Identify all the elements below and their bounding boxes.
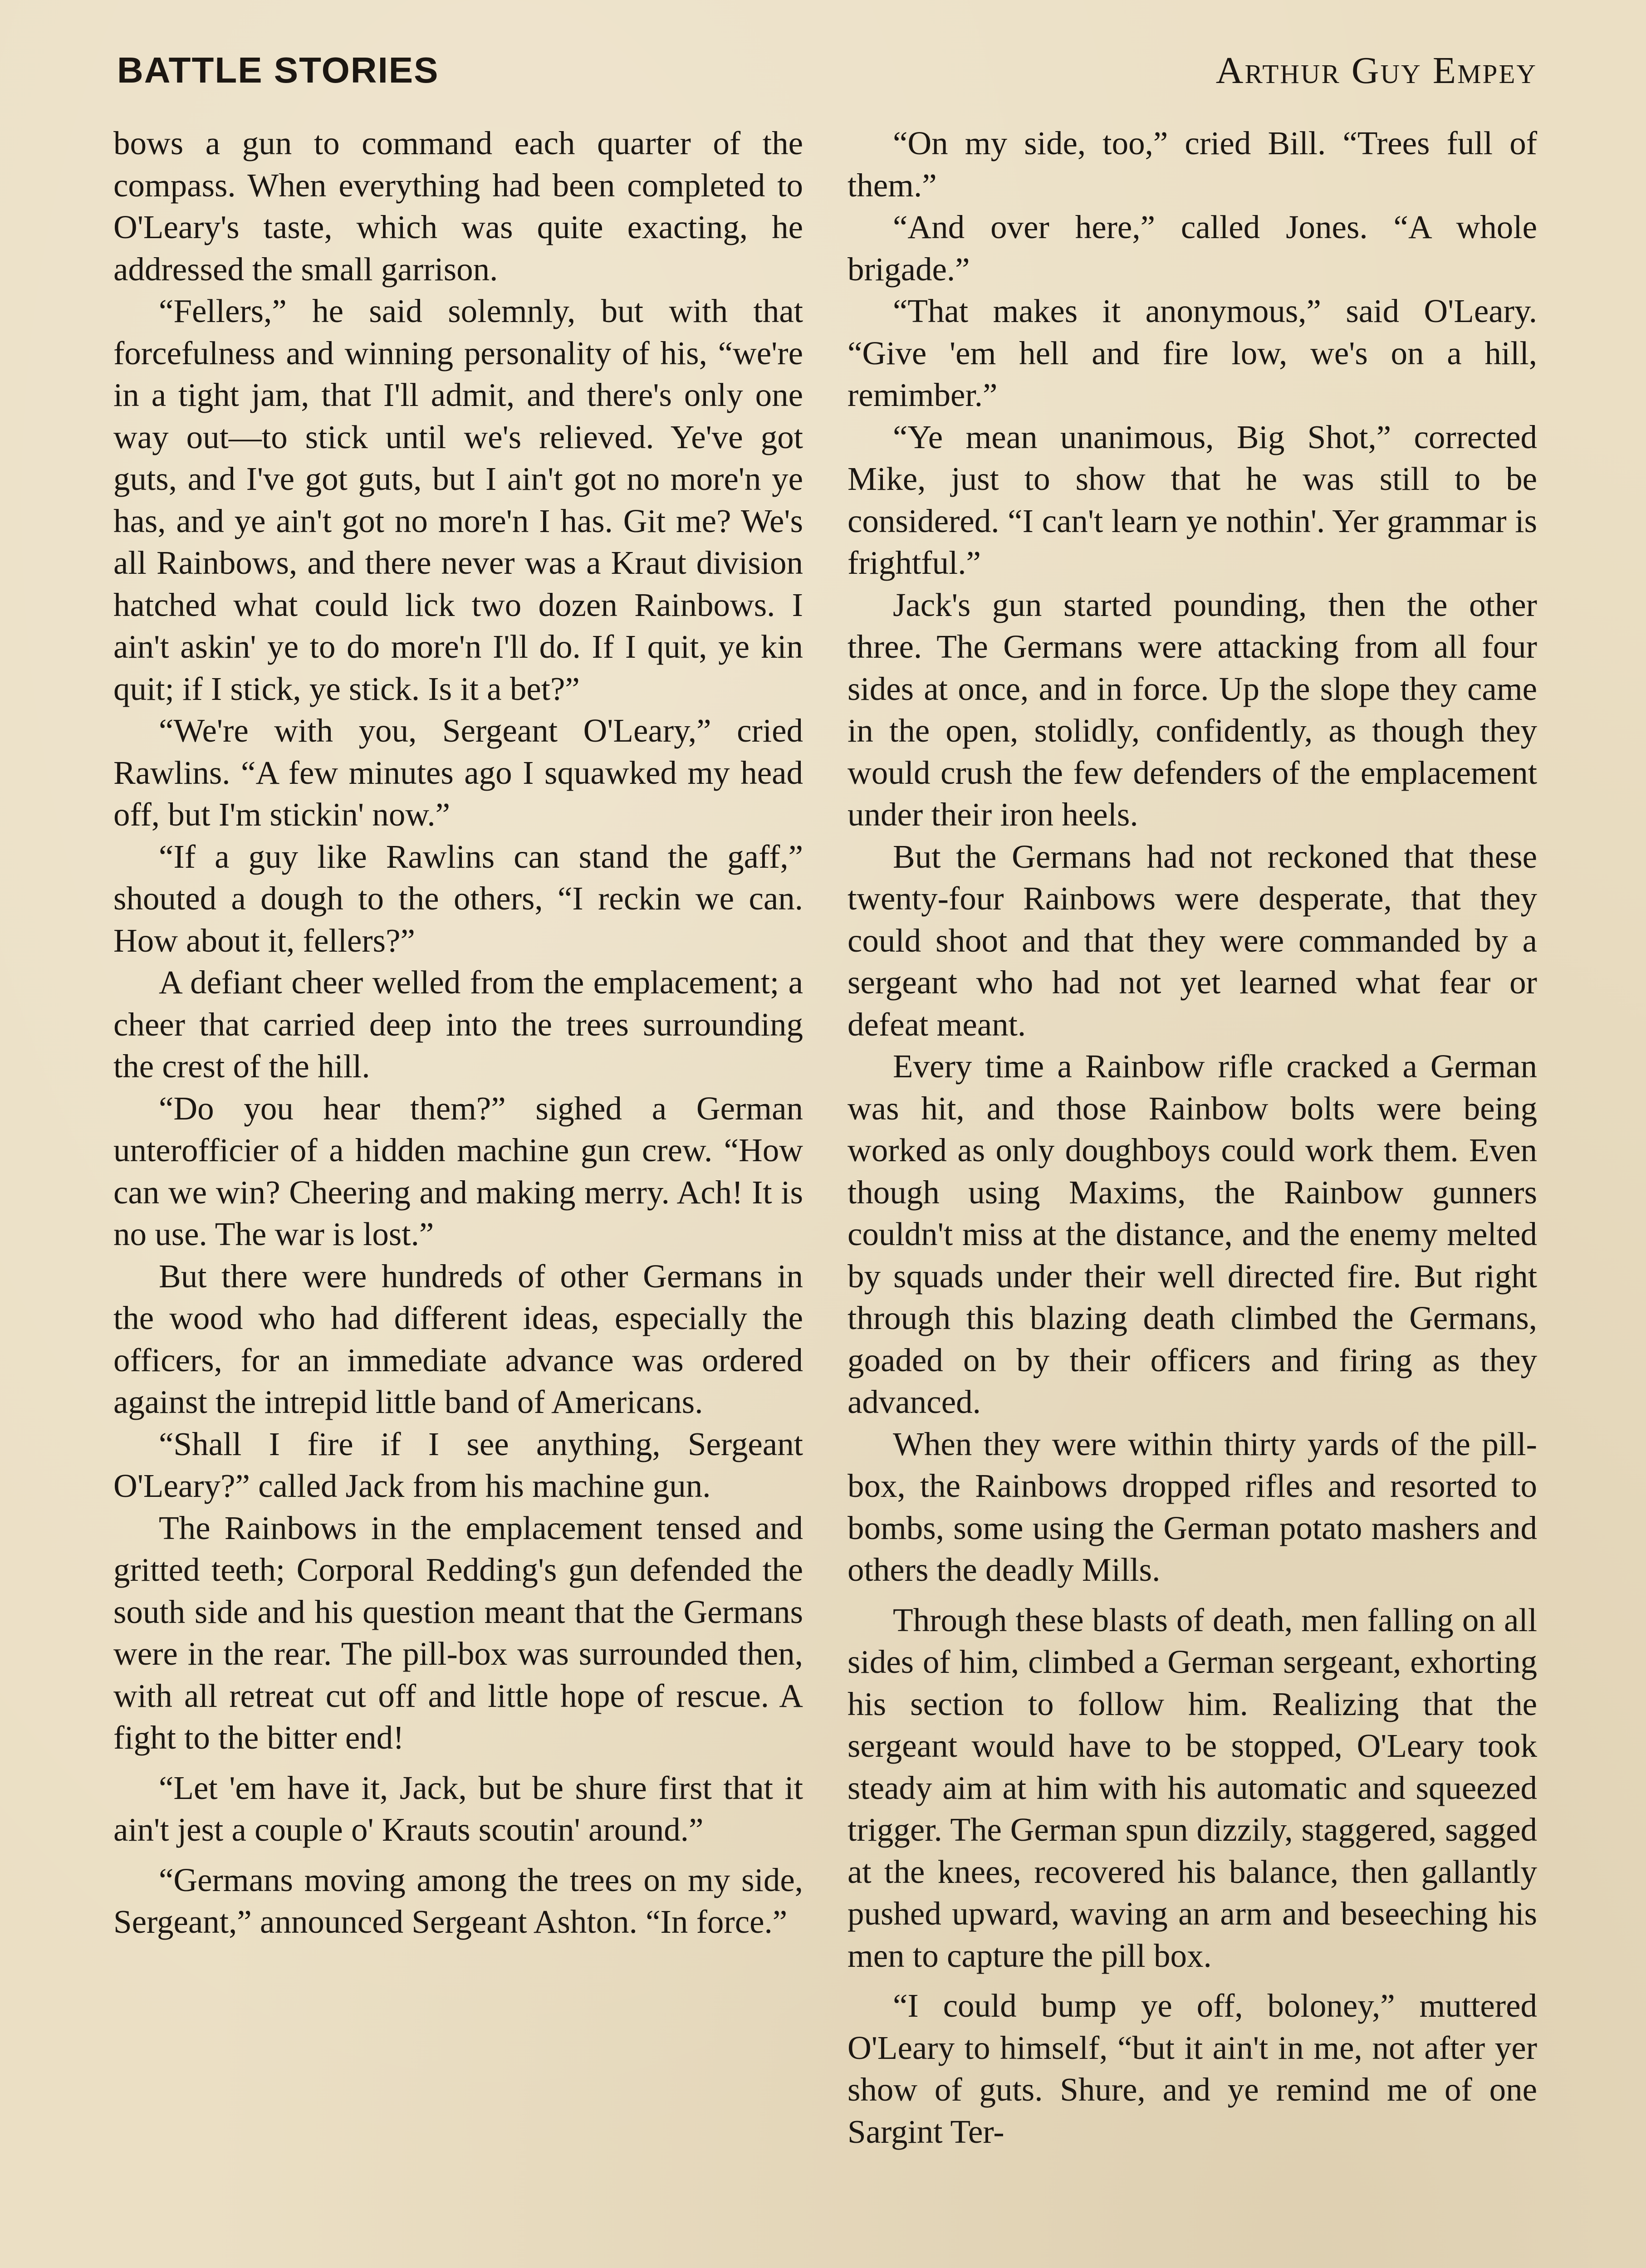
- author-name: Arthur Guy Empey: [1215, 49, 1537, 92]
- left-column: [113, 122, 803, 2268]
- paragraph: “And over here,” called Jones. “A whole brigade.”: [847, 209, 1537, 288]
- paragraph: “On my side, too,” cried Bill. “Trees full of them.”: [847, 125, 1537, 204]
- paragraph: “Do you hear them?” sighed a German unterofficier of a hidden machine gun crew. “How can we win? Cheering and making merry. Ach! It is no use. The war is lost.”: [113, 1090, 803, 1252]
- paragraph: But there were hundreds of other Germans in the wood who had different ideas, especially the officers, for an immediate advance was ordered against the intrepid little band of Americans.: [113, 1257, 803, 1420]
- text-columns: [113, 122, 1537, 2268]
- paragraph: “We're with you, Sergeant O'Leary,” cried Rawlins. “A few minutes ago I squawked my head off, but I'm stickin' now.”: [113, 712, 803, 833]
- paragraph: bows a gun to command each quarter of the compass. When everything had been completed to O'Leary's taste, which was quite exacting, he addressed the small garrison.: [113, 125, 803, 288]
- paragraph: “Fellers,” he said solemnly, but with that forcefulness and winning personality of his, “we're in a tight jam, that I'll admit, and there's only one way out—to stick until we's relieved. Ye've got guts, and I've got guts, but I ain't got no more'n ye has, and ye ain't got no more'n I has. Git me? We's all Rainbows, and there never was a Kraut division hatched what could lick two dozen Rainbows. I ain't askin' ye to do more'n I'll do. If I quit, ye kin quit; if I stick, ye stick. Is it a bet?”: [113, 293, 803, 707]
- paragraph: “I could bump ye off, boloney,” muttered O'Leary to himself, “but it ain't in me, not after yer show of guts. Shure, and ye remind me of one Sargint Ter-: [847, 1987, 1537, 2150]
- paragraph: “Let 'em have it, Jack, but be shure first that it ain't jest a couple o' Krauts scoutin' around.”: [113, 1769, 803, 1848]
- magazine-title: BATTLE STORIES: [117, 50, 439, 90]
- paragraph: “That makes it anonymous,” said O'Leary. “Give 'em hell and fire low, we's on a hill, remimber.”: [847, 293, 1537, 413]
- paragraph: “Shall I fire if I see anything, Sergeant O'Leary?” called Jack from his machine gun.: [113, 1425, 803, 1504]
- paragraph: “If a guy like Rawlins can stand the gaff,” shouted a dough to the others, “I reckin we can. How about it, fellers?”: [113, 838, 803, 959]
- right-column: [847, 122, 1537, 2268]
- paragraph: “Ye mean unanimous, Big Shot,” corrected Mike, just to show that he was still to be considered. “I can't learn ye nothin'. Yer grammar is frightful.”: [847, 418, 1537, 581]
- paragraph: But the Germans had not reckoned that these twenty-four Rainbows were desperate, that they could shoot and that they were commanded by a sergeant who had not yet learned what fear or defeat meant.: [847, 838, 1537, 1043]
- paragraph: Jack's gun started pounding, then the other three. The Germans were attacking from all four sides at once, and in force. Up the slope they came in the open, stolidly, confidently, as though they would crush the few defenders of the emplacement under their iron heels.: [847, 586, 1537, 833]
- running-head: [117, 45, 1537, 95]
- paragraph: When they were within thirty yards of the pill-box, the Rainbows dropped rifles and resorted to bombs, some using the German potato mashers and others the deadly Mills.: [847, 1425, 1537, 1588]
- paragraph: Every time a Rainbow rifle cracked a German was hit, and those Rainbow bolts were being worked as only doughboys could work them. Even though using Maxims, the Rainbow gunners couldn't miss at the distance, and the enemy melted by squads under their well directed fire. But right through this blazing death climbed the Germans, goaded on by their officers and firing as they advanced.: [847, 1048, 1537, 1420]
- paragraph: The Rainbows in the emplacement tensed and gritted teeth; Corporal Redding's gun defended the south side and his question meant that the Germans were in the rear. The pill-box was surrounded then, with all retreat cut off and little hope of rescue. A fight to the bitter end!: [113, 1509, 803, 1756]
- paragraph: Through these blasts of death, men falling on all sides of him, climbed a German sergeant, exhorting his section to follow him. Realizing that the sergeant would have to be stopped, O'Leary took steady aim at him with his automatic and squeezed trigger. The German spun dizzily, staggered, sagged at the knees, recovered his balance, then gallantly pushed upward, waving an arm and beseeching his men to capture the pill box.: [847, 1601, 1537, 1974]
- paragraph: A defiant cheer welled from the emplacement; a cheer that carried deep into the trees surrounding the crest of the hill.: [113, 964, 803, 1085]
- paragraph: “Germans moving among the trees on my side, Sergeant,” announced Sergeant Ashton. “In force.”: [113, 1861, 803, 1940]
